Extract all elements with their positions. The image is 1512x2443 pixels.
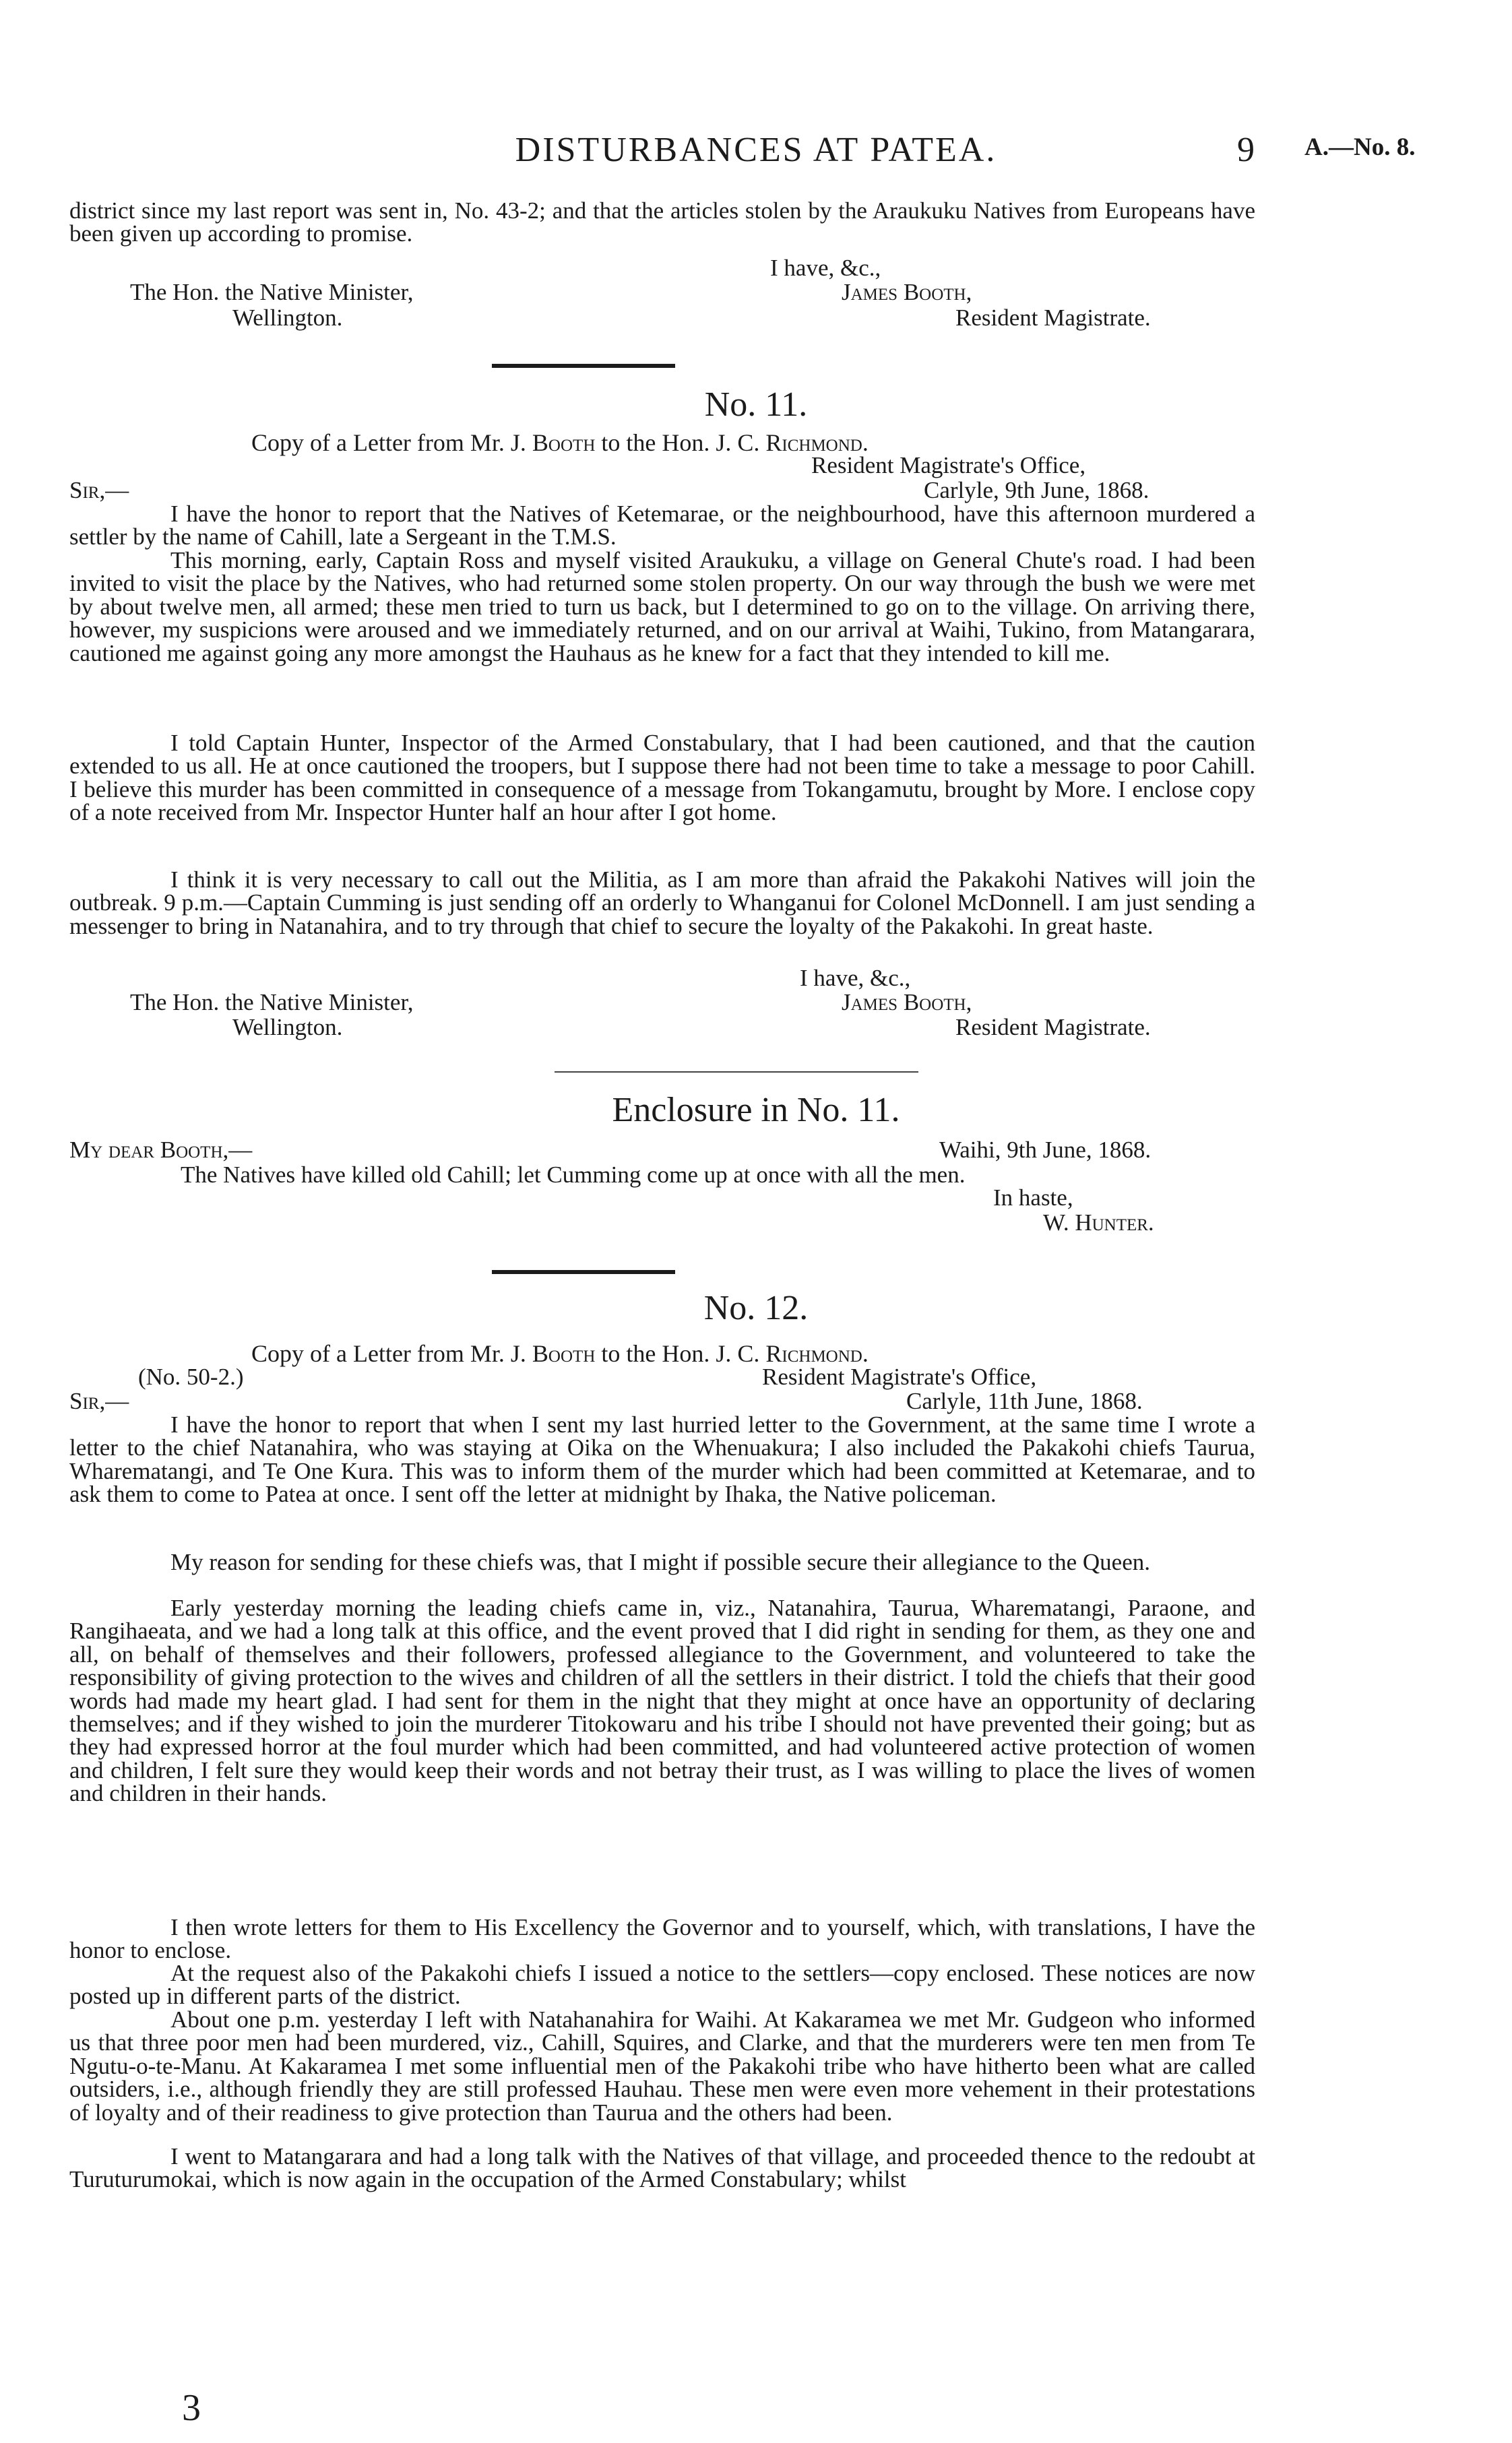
letter-12-paragraph: I have the honor to report that when I sent my last hurried letter to the Government, at the same time I wrote a letter to the chief Natanahira, who was staying at Oika on the Whenuakura; I also included the Pakakohi chiefs Taurua, Wharematangi, and Te One Kura. This was to inform them of the murder which had been committed at Ketemarae, and to ask them to come to Patea at once. I sent off the letter at midnight by Ihaka, the Native policeman. bbox=[69, 1411, 1255, 1508]
enclosure-11-salutation: My dear Booth,— bbox=[69, 1137, 253, 1163]
letter-11-paragraph: I have the honor to report that the Natives of Ketemarae, or the neighbourhood, have this afternoon murdered a settler by the name of Cahill, late a Sergeant in the T.M.S. bbox=[69, 501, 1255, 550]
letter-12-paragraph: I then wrote letters for them to His Excellency the Governor and to yourself, which, with translations, I have the honor to enclose. bbox=[69, 1914, 1255, 1964]
letter-12-date: Carlyle, 11th June, 1868. bbox=[906, 1388, 1143, 1414]
opening-paragraph: district since my last report was sent in, No. 43-2; and that the articles stolen by the Araukuku Natives from Europeans have been given up according to promise. bbox=[69, 197, 1255, 247]
letter-11-paragraph: This morning, early, Captain Ross and myself visited Araukuku, a village on General Chute's road. I had been invited to visit the place by the Natives, who had returned some stolen property. On our way through the bush we were met by about twelve men, all armed; these men tried to turn us back, but I determined to go on to the village. On arriving there, however, my suspicions were aroused and we immediately returned, and on our arrival at Waihi, Tukino, from Matangarara, cautioned me against going any more amongst the Hauhaus as he knew for a fact that they intended to kill me. bbox=[69, 547, 1255, 666]
letter-12-paragraph: About one p.m. yesterday I left with Natahanahira for Waihi. At Kakaramea we met Mr. Gudgeon who informed us that three poor men had been murdered, viz., Cahill, Squires, and Clarke, and that the murderers were ten men from Te Ngutu-o-te-Manu. At Kakaramea I met some influential men of the Pakakohi tribe who have hitherto been what are called outsiders, i.e., although friendly they are still professed Hauhau. These men were even more vehement in their protestations of loyalty and of their readiness to give protection than Taurua and the others had been. bbox=[69, 2006, 1255, 2126]
letter-11-caption bbox=[251, 429, 869, 457]
letter-11-closing: I have, &c., bbox=[800, 965, 911, 991]
caption-name: Booth bbox=[532, 429, 596, 456]
letter-11-addressee-city: Wellington. bbox=[232, 1014, 343, 1040]
enclosure-11-date: Waihi, 9th June, 1868. bbox=[939, 1137, 1152, 1163]
paper-reference: A.—No. 8. bbox=[1304, 133, 1416, 161]
section-divider bbox=[555, 1071, 918, 1073]
section-divider bbox=[492, 364, 675, 368]
opening-addressee: The Hon. the Native Minister, bbox=[130, 279, 414, 305]
caption-name: Richmond. bbox=[765, 1340, 869, 1367]
letter-12-paragraph: My reason for sending for these chiefs was, that I might if possible secure their allegiance to the Queen. bbox=[170, 1549, 1150, 1575]
letter-12-office: Resident Magistrate's Office, bbox=[762, 1364, 1037, 1390]
letter-11-office: Resident Magistrate's Office, bbox=[811, 452, 1086, 478]
caption-text: to the Hon. J. C. bbox=[601, 429, 760, 456]
letter-11-signature: James Booth, bbox=[842, 989, 972, 1015]
letter-12-paragraph: At the request also of the Pakakohi chiefs I issued a notice to the settlers—copy enclosed. These notices are now posted up in different parts of the district. bbox=[69, 1960, 1255, 2010]
running-title: DISTURBANCES AT PATEA. bbox=[515, 131, 997, 169]
opening-closing: I have, &c., bbox=[770, 255, 881, 281]
opening-signature-title: Resident Magistrate. bbox=[955, 305, 1151, 331]
letter-11-salutation: Sir,— bbox=[69, 477, 129, 503]
letter-12-reference: (No. 50-2.) bbox=[138, 1364, 244, 1390]
enclosure-11-closing: In haste, bbox=[993, 1184, 1073, 1211]
section-divider bbox=[492, 1270, 675, 1274]
letter-11-signature-title: Resident Magistrate. bbox=[955, 1014, 1151, 1040]
letter-12-salutation: Sir,— bbox=[69, 1388, 129, 1414]
letter-12-paragraph: Early yesterday morning the leading chiefs came in, viz., Natanahira, Taurua, Wharematangi, Paraone, and Rangihaeata, and we had a long talk at this office, and the event proved that I did right in sending for them, as they one and all, on behalf of themselves and their followers, professed allegiance to the Government, and volunteered to take the responsibility of giving protection to the wives and children of all the settlers in their district. I told the chiefs that their good words had made my heart glad. I had sent for them in the night that they might at once have an opportunity of declaring themselves; and if they wished to join the murderer Titokowaru and his tribe I should not have prevented their going; but as they had expressed horror at the foul murder which had been committed, and had volunteered active protection of women and children, I felt sure they would keep their words and not betray their trust, as I was willing to place the lives of women and children in their hands. bbox=[69, 1595, 1255, 1807]
opening-signature: James Booth, bbox=[842, 279, 972, 305]
page-number: 9 bbox=[1237, 131, 1255, 169]
caption-text: to the Hon. J. C. bbox=[601, 1340, 760, 1367]
printer-signature-mark: 3 bbox=[182, 2387, 201, 2429]
caption-text: Copy of a Letter from Mr. J. bbox=[251, 429, 526, 456]
letter-12-heading: No. 12. bbox=[703, 1289, 809, 1327]
letter-11-paragraph: I told Captain Hunter, Inspector of the Armed Constabulary, that I had been cautioned, and that the caution extended to us all. He at once cautioned the troopers, but I suppose there had not been time to take a message to poor Cahill. I believe this murder has been committed in consequence of a message from Tokangamutu, brought by More. I enclose copy of a note received from Mr. Inspector Hunter half an hour after I got home. bbox=[69, 730, 1255, 826]
enclosure-11-signature: W. Hunter. bbox=[1043, 1209, 1154, 1236]
letter-11-paragraph: I think it is very necessary to call out the Militia, as I am more than afraid the Pakakohi Natives will join the outbreak. 9 p.m.—Captain Cumming is just sending off an orderly to Whanganui for Colonel McDonnell. I am just sending a messenger to bring in Natanahira, and to try through that chief to secure the loyalty of the Pakakohi. In great haste. bbox=[69, 866, 1255, 939]
caption-text: Copy of a Letter from Mr. J. bbox=[251, 1340, 526, 1367]
letter-12-paragraph: I went to Matangarara and had a long talk with the Natives of that village, and proceeded thence to the redoubt at Turuturumokai, which is now again in the occupation of the Armed Constabulary; whilst bbox=[69, 2143, 1255, 2193]
enclosure-11-body: The Natives have killed old Cahill; let Cumming come up at once with all the men. bbox=[181, 1162, 966, 1188]
enclosure-11-heading: Enclosure in No. 11. bbox=[612, 1091, 900, 1129]
letter-11-addressee: The Hon. the Native Minister, bbox=[130, 989, 414, 1015]
letter-11-date: Carlyle, 9th June, 1868. bbox=[924, 477, 1149, 503]
caption-name: Richmond. bbox=[765, 429, 869, 456]
opening-addressee-city: Wellington. bbox=[232, 305, 343, 331]
letter-11-heading: No. 11. bbox=[704, 385, 808, 424]
caption-name: Booth bbox=[532, 1340, 596, 1367]
